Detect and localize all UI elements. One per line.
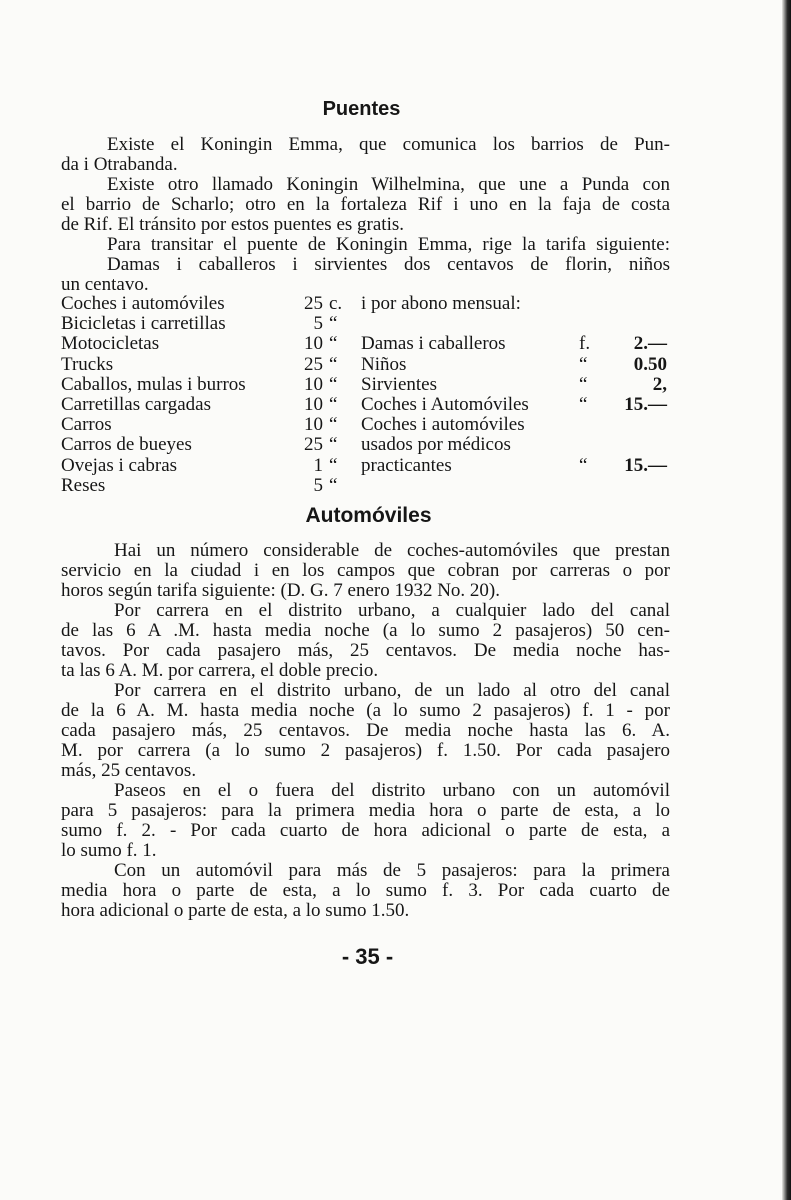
tariff-item: Coches i automóviles xyxy=(61,293,225,314)
tariff-row xyxy=(61,375,671,395)
subscription-currency: “ xyxy=(579,373,588,395)
text-line: horos según tarifa siguiente: (D. G. 7 enero 1932 No. 20). xyxy=(61,580,501,601)
tariff-row xyxy=(61,395,671,415)
text-line: Hai un número considerable de coches-automóviles que prestan xyxy=(114,540,670,561)
tariff-item: Carros de bueyes xyxy=(61,434,192,456)
tariff-item: Carretillas cargadas xyxy=(61,393,211,415)
puentes-paragraphs xyxy=(61,135,670,295)
subscription-label: Damas i caballeros xyxy=(361,333,506,355)
subscription-amount: 2.— xyxy=(633,333,667,355)
text-line: un centavo. xyxy=(61,274,149,295)
tariff-row xyxy=(61,355,671,375)
text-line: da i Otrabanda. xyxy=(61,154,178,175)
subscription-label: Niños xyxy=(361,353,407,375)
page-number: - 35 - xyxy=(341,944,394,969)
section-title-automoviles: Automóviles xyxy=(305,504,432,527)
subscription-currency: “ xyxy=(579,393,588,415)
text-line: de Rif. El tránsito por estos puentes es gratis. xyxy=(61,214,404,235)
text-line: Damas i caballeros i sirvientes dos centavos de florin, niños xyxy=(107,254,670,275)
subscription-amount: 15.— xyxy=(624,393,667,415)
text-line: Para transitar el puente de Koningin Emma, rige la tarifa siguiente: xyxy=(107,234,670,255)
subscription-currency: “ xyxy=(579,454,588,476)
tariff-item: Bicicletas i carretillas xyxy=(61,313,226,335)
tariff-amount: 10 xyxy=(304,414,323,436)
tariff-unit: “ xyxy=(329,474,338,496)
tariff-amount: 5 xyxy=(313,313,323,335)
text-line: hora adicional o parte de esta, a lo sumo 1.50. xyxy=(61,900,410,921)
subscription-amount: 0.50 xyxy=(633,353,667,375)
text-line: el barrio de Scharlo; otro en la fortaleza Rif i uno en la faja de costa xyxy=(61,194,670,215)
tariff-item: Motocicletas xyxy=(61,333,160,355)
subscription-label: usados por médicos xyxy=(361,434,511,456)
tariff-unit: “ xyxy=(329,333,338,355)
text-line: Paseos en el o fuera del distrito urbano con un automóvil xyxy=(114,780,670,801)
tariff-row xyxy=(61,435,671,455)
tariff-item: Reses xyxy=(61,474,106,496)
tariff-unit: “ xyxy=(329,393,338,415)
text-line: lo sumo f. 1. xyxy=(61,840,157,861)
tariff-amount: 25 xyxy=(304,353,323,375)
subscription-amount: 2, xyxy=(652,373,667,395)
tariff-item: Carros xyxy=(61,414,112,436)
text-line: más, 25 centavos. xyxy=(61,760,197,781)
text-line: de la 6 A. M. hasta media noche (a lo sumo 2 pasajeros) f. 1 - por xyxy=(61,700,670,721)
tariff-row xyxy=(61,294,671,314)
tariff-amount: 10 xyxy=(304,393,323,415)
text-line: sumo f. 2. - Por cada cuarto de hora adicional o parte de esta, a xyxy=(61,820,670,841)
text-line: para 5 pasajeros: para la primera media hora o parte de esta, a lo xyxy=(61,800,670,821)
text-line: servicio en la ciudad i en los campos que cobran por carreras o por xyxy=(61,560,670,581)
subscription-label: Coches i Automóviles xyxy=(361,393,529,415)
tariff-amount: 5 xyxy=(313,474,323,496)
tariff-unit: c. xyxy=(329,293,343,314)
text-line: ta las 6 A. M. por carrera, el doble precio. xyxy=(61,660,379,681)
tariff-unit: “ xyxy=(329,454,338,476)
tariff-unit: “ xyxy=(329,313,338,335)
automoviles-paragraphs xyxy=(61,541,670,921)
tariff-amount: 10 xyxy=(304,373,323,395)
text-line: Existe otro llamado Koningin Wilhelmina, que une a Punda con xyxy=(107,174,670,195)
tariff-item: Trucks xyxy=(61,353,114,375)
subscription-currency: f. xyxy=(579,333,591,355)
tariff-row xyxy=(61,314,671,334)
tariff-item: Ovejas i cabras xyxy=(61,454,178,476)
section-title-puentes: Puentes xyxy=(322,98,401,120)
subscription-currency: “ xyxy=(579,353,588,375)
subscription-label: Sirvientes xyxy=(361,373,437,395)
tariff-amount: 25 xyxy=(304,293,323,314)
tariff-amount: 1 xyxy=(313,454,323,476)
tariff-table xyxy=(61,294,671,496)
tariff-unit: “ xyxy=(329,434,338,456)
tariff-unit: “ xyxy=(329,373,338,395)
text-line: Existe el Koningin Emma, que comunica los barrios de Pun- xyxy=(107,134,670,155)
tariff-amount: 10 xyxy=(304,333,323,355)
tariff-row xyxy=(61,456,671,476)
subscription-label: practicantes xyxy=(361,454,452,476)
text-line: Por carrera en el distrito urbano, a cualquier lado del canal xyxy=(114,600,670,621)
text-line: tavos. Por cada pasajero más, 25 centavos. De media noche has- xyxy=(61,640,670,661)
tariff-unit: “ xyxy=(329,353,338,375)
text-line: Por carrera en el distrito urbano, de un lado al otro del canal xyxy=(114,680,670,701)
tariff-row xyxy=(61,415,671,435)
subscription-label: i por abono mensual: xyxy=(361,293,521,314)
subscription-amount: 15.— xyxy=(624,454,667,476)
text-line: de las 6 A .M. hasta media noche (a lo sumo 2 pasajeros) 50 cen- xyxy=(61,620,670,641)
tariff-amount: 25 xyxy=(304,434,323,456)
tariff-row xyxy=(61,334,671,354)
text-line: cada pasajero más, 25 centavos. De media noche hasta las 6. A. xyxy=(61,720,670,741)
text-line: M. por carrera (a lo sumo 2 pasajeros) f. 1.50. Por cada pasajero xyxy=(61,740,670,761)
tariff-item: Caballos, mulas i burros xyxy=(61,373,246,395)
text-line: media hora o parte de esta, a lo sumo f. 3. Por cada cuarto de xyxy=(61,880,670,901)
text-line: Con un automóvil para más de 5 pasajeros: para la primera xyxy=(114,860,670,881)
tariff-unit: “ xyxy=(329,414,338,436)
subscription-label: Coches i automóviles xyxy=(361,414,525,436)
tariff-row xyxy=(61,476,671,496)
